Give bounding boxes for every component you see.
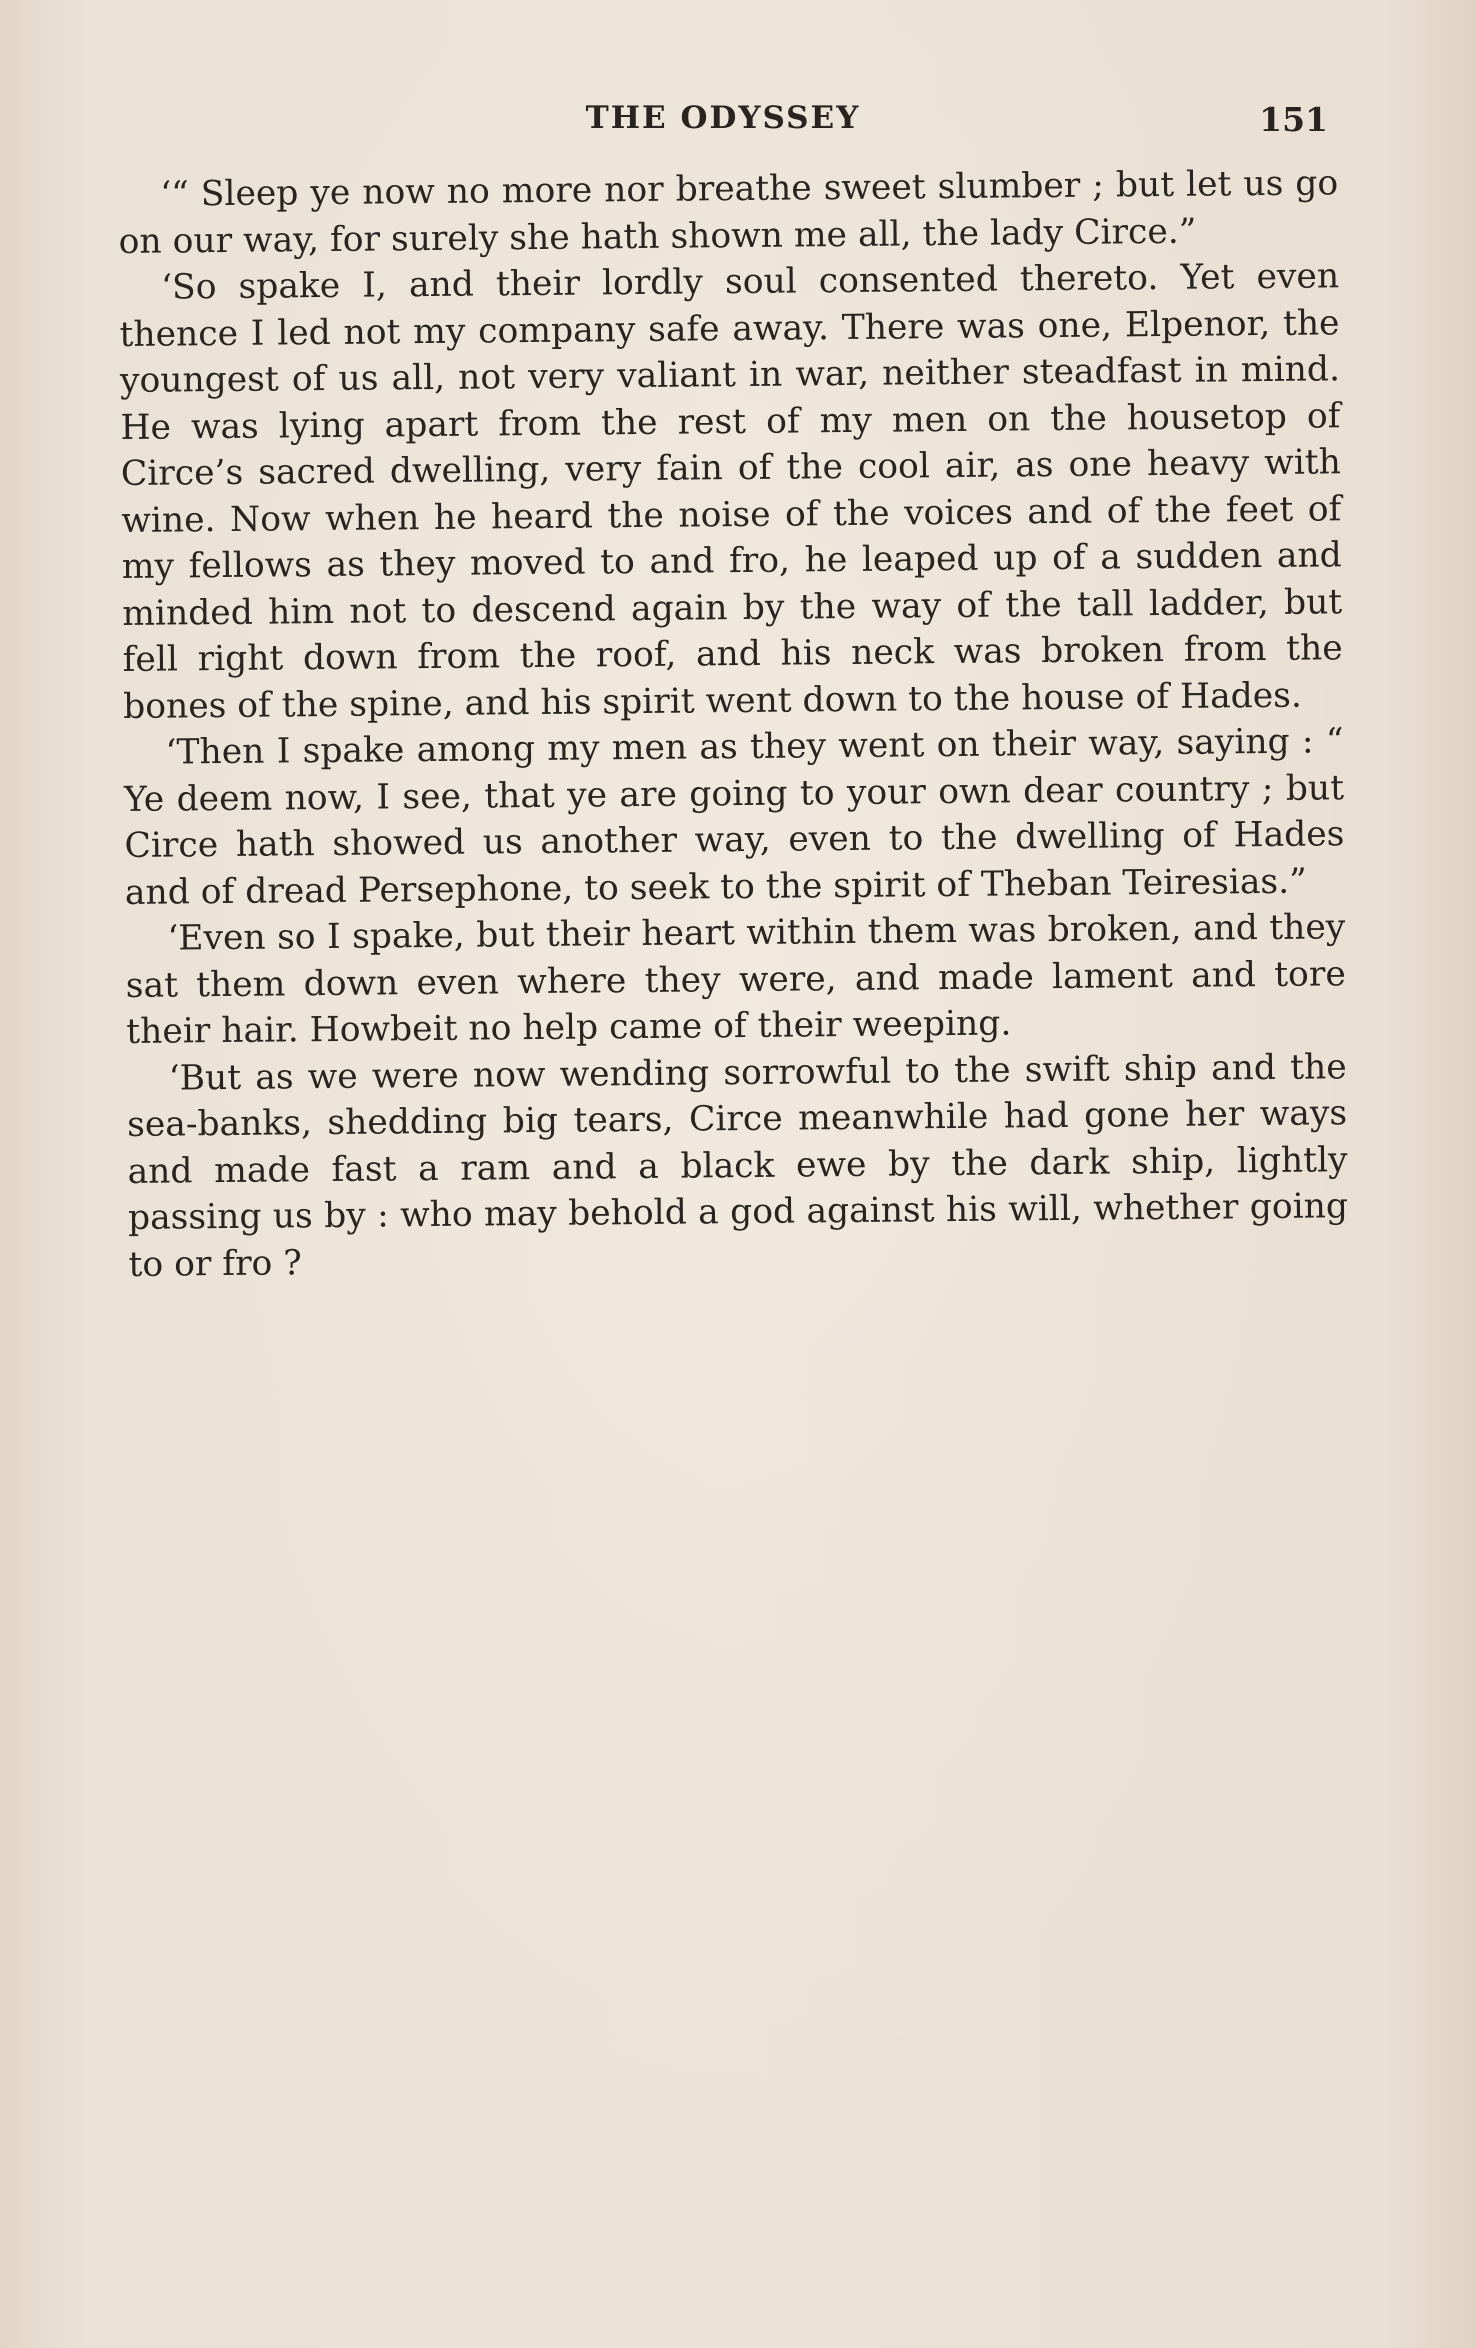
paragraph-2: ‘So spake I, and their lordly soul consented thereto. Yet even thence I led not my company safe away. There was one, Elpenor, the youngest of us all, not very valiant in war, neither steadfast in mind. He was lying apart from the rest of my men on the housetop of Circe’s sacred dwelling, very fain of the cool air, as one heavy with wine. Now when he heard the noise of the voices and of the feet of my fellows as they moved to and fro, he leaped up of a sudden and minded him not to descend again by the way of the tall ladder, but fell right down from the roof, and his neck was broken from the bones of the spine, and his spirit went down to the house of Hades. bbox=[119, 256, 1343, 727]
paragraph-1: ‘“ Sleep ye now no more nor breathe sweet slumber ; but let us go on our way, for surely she hath shown me all, the lady Circe.” bbox=[118, 163, 1339, 262]
running-title: THE ODYSSEY bbox=[585, 100, 861, 136]
paragraph-5: ‘But as we were now wending sorrowful to the swift ship and the sea-banks, shedding big tears, Circe meanwhile had gone her ways and made fast a ram and a black ewe by the dark ship, lightly passing us by : who may behold a god against his will, whether going to or fro ? bbox=[126, 1046, 1349, 1285]
page-number: 151 bbox=[1259, 100, 1328, 139]
running-head bbox=[118, 100, 1328, 140]
paragraph-4: ‘Even so I spake, but their heart within them was broken, and they sat them down even where they were, and made lament and tore their hair. Howbeit no help came of their weeping. bbox=[125, 907, 1346, 1052]
body-text bbox=[118, 160, 1349, 1288]
paragraph-3: ‘Then I spake among my men as they went on their way, saying : “ Ye deem now, I see, that ye are going to your own dear country ; but Circe hath showed us another way, even to the dwelling of Hades and of dread Persephone, to seek to the spirit of Theban Teiresias.” bbox=[123, 721, 1345, 913]
